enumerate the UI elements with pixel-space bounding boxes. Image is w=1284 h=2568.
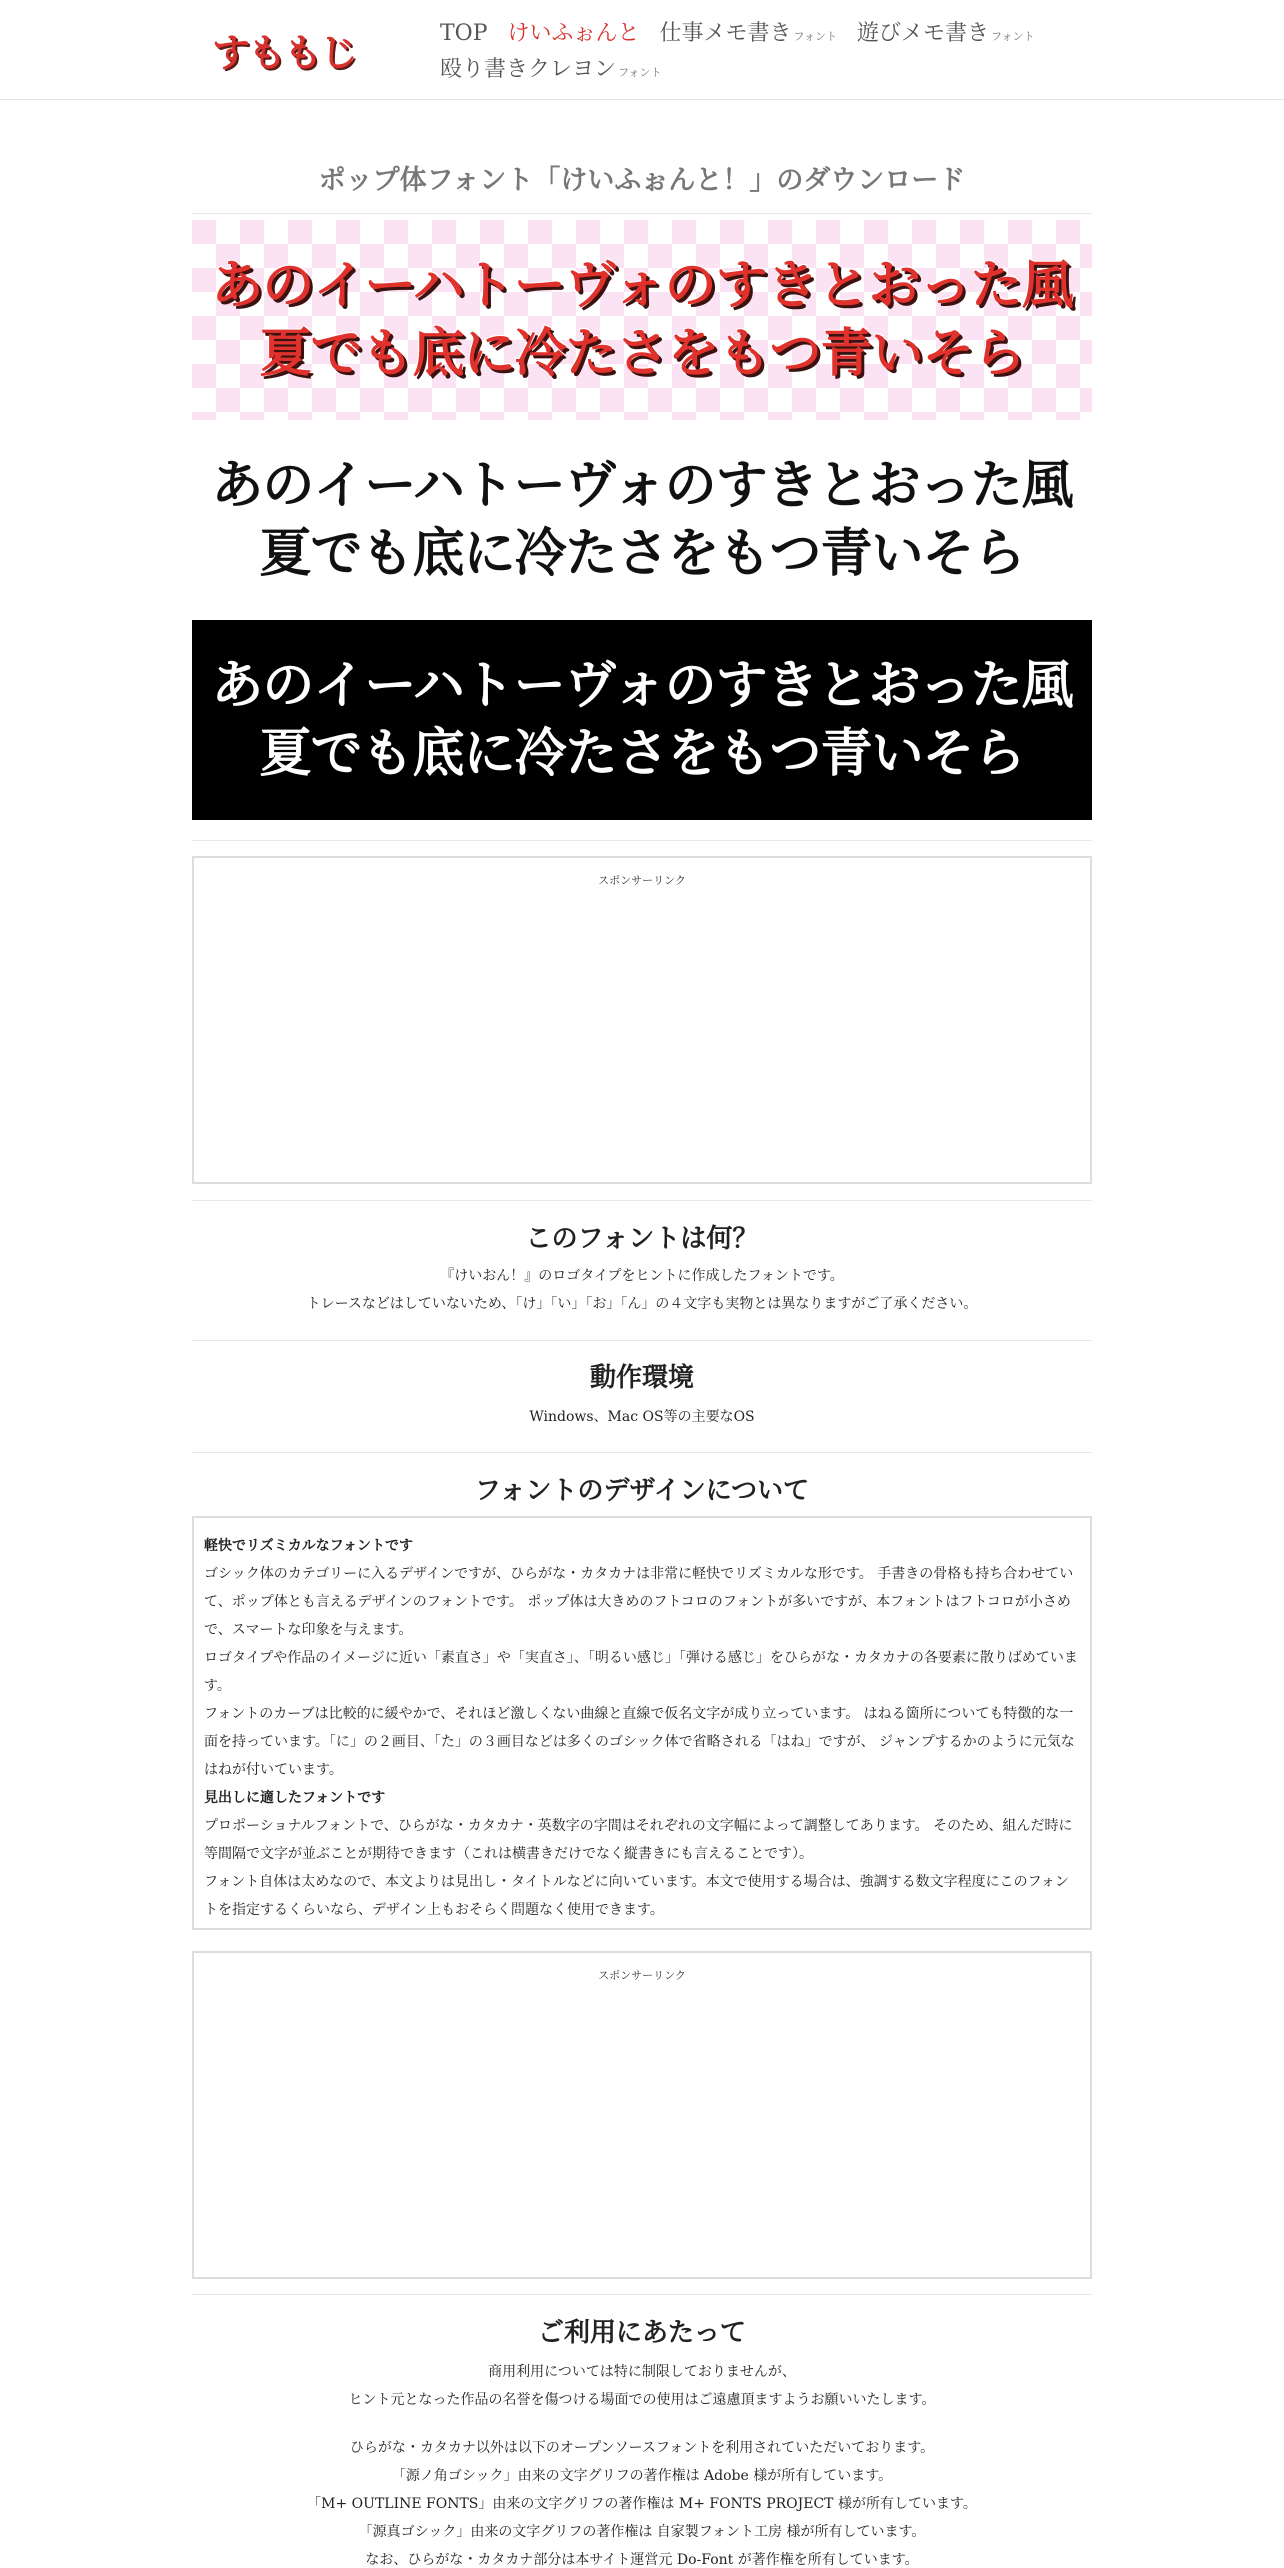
ad-label: スポンサーリンク [598,874,686,887]
section-title-about: このフォントは何？ [525,1224,759,1254]
ad-slot[interactable] [192,856,1092,1184]
sample-line: あのイーハトーヴォのすきとおった風 [211,256,1073,316]
sample-line: 夏でも底に冷たさをもつ青いそら [259,524,1025,584]
nav-work-memo-sub: フォント [793,30,837,43]
nav-top[interactable] [440,21,488,46]
usage-line: ヒント元となった作品の名誉を傷つける場面での使用はご遠慮頂ますようお願いいたします。 [348,2392,936,2408]
divider [192,1200,1092,1201]
sample-line: 夏でも底に冷たさをもつ青いそら [259,324,1025,384]
nav-work-memo-label: 仕事メモ書き [659,21,792,46]
usage-text [192,2358,1092,2414]
sample-banner-black [192,620,1092,820]
divider [192,1452,1092,1453]
divider [192,840,1092,841]
section-title-design: フォントのデザインについて [474,1476,810,1506]
ad-slot[interactable] [192,1951,1092,2279]
nav-row [440,52,1080,88]
sample-banner-white [192,420,1092,620]
section-title-usage: ご利用にあたって [537,2318,746,2348]
nav-work-memo[interactable] [660,16,837,47]
about-line: 『けいおん！』のロゴタイプをヒントに作成したフォントです。 [440,1268,844,1284]
nav-play-memo-label: 遊びメモ書き [857,21,990,46]
main-nav [440,16,1080,88]
design-paragraph: ゴシック体のカテゴリーに入るデザインですが、ひらがな・カタカナは非常に軽快でリズミカルな形です。 手書きの骨格も持ち合わせていて、ポップ体とも言えるデザインのフォントです。 ポップ体は大きめのフトコロのフォントが多いですが、本フォントはフトコロが小さめで、スマートな印象を与えます。 [204,1566,1074,1638]
site-header [0,0,1284,100]
nav-crayon[interactable] [440,52,661,83]
usage-line: 「源ノ角ゴシック」由来の文字グリフの著作権は Adobe 様が所有しています。 [391,2468,893,2484]
about-text [192,1262,1092,1318]
section-title-environment: 動作環境 [589,1363,694,1393]
nav-keifont[interactable] [508,16,640,47]
sample-line: 夏でも底に冷たさをもつ青いそら [259,724,1025,784]
nav-keifont-label: けいふぉんと [507,21,640,46]
usage-license [192,2434,1092,2568]
divider [192,1340,1092,1341]
design-paragraph: プロポーショナルフォントで、ひらがな・カタカナ・英数字の字間はそれぞれの文字幅によって調整してあります。 そのため、組んだ時に等間隔で文字が並ぶことが期待できます（これは横書きだけでなく縦書きにも言えることです）。 [204,1818,1073,1862]
design-heading: 軽快でリズミカルなフォントです [204,1538,414,1554]
ad-label: スポンサーリンク [598,1969,686,1982]
divider [192,2294,1092,2295]
nav-play-memo-sub: フォント [991,30,1035,43]
sample-banner-pink [192,220,1092,420]
nav-row [440,16,1080,52]
usage-line: 「源真ゴシック」由来の文字グリフの著作権は 自家製フォント工房 様が所有しています。 [358,2524,926,2540]
usage-line: 商用利用については特に制限しておりませんが、 [488,2364,796,2380]
nav-crayon-label: 殴り書きクレヨン [440,57,617,82]
environment-text: Windows、Mac OS等の主要なOS [529,1409,755,1425]
usage-line: ひらがな・カタカナ以外は以下のオープンソースフォントを利用されていただいております。 [349,2440,935,2456]
design-paragraph: フォント自体は太めなので、本文よりは見出し・タイトルなどに向いています。本文で使用する場合は、強調する数文字程度にこのフォントを指定するくらいなら、デザイン上もおそらく問題なく使用できます。 [204,1874,1069,1918]
nav-top-label: TOP [440,21,488,46]
design-paragraph: フォントのカーブは比較的に緩やかで、それほど激しくない曲線と直線で仮名文字が成り立っています。 はねる箇所についても特徴的な一面を持っています。「に」の２画目、「た」の３画目などは多くのゴシック体で省略される「はね」ですが、 ジャンプするかのように元気なはねが付いています。 [204,1706,1075,1778]
design-heading: 見出しに適したフォントです [204,1790,386,1806]
usage-line: 「M+ OUTLINE FONTS」由来の文字グリフの著作権は M+ FONTS PROJECT 様が所有しています。 [307,2496,977,2512]
sample-line: あのイーハトーヴォのすきとおった風 [211,456,1073,516]
about-line: トレースなどはしていないため、「け」「い」「お」「ん」の４文字も実物とは異なりますがご了承ください。 [306,1296,978,1312]
divider [192,213,1092,214]
nav-crayon-sub: フォント [618,66,662,79]
page-title: ポップ体フォント「けいふぉんと！」のダウンロード [318,165,966,196]
sample-line: あのイーハトーヴォのすきとおった風 [211,656,1073,716]
usage-line: なお、ひらがな・カタカナ部分は本サイト運営元 Do-Font が著作権を所有しています。 [365,2552,919,2568]
design-paragraph: ロゴタイプや作品のイメージに近い「素直さ」や「実直さ」、「明るい感じ」「弾ける感じ」をひらがな・カタカナの各要素に散りばめています。 [204,1650,1078,1694]
nav-play-memo[interactable] [857,16,1034,47]
design-box [192,1516,1092,1930]
site-logo[interactable]: すももじ [212,31,357,75]
